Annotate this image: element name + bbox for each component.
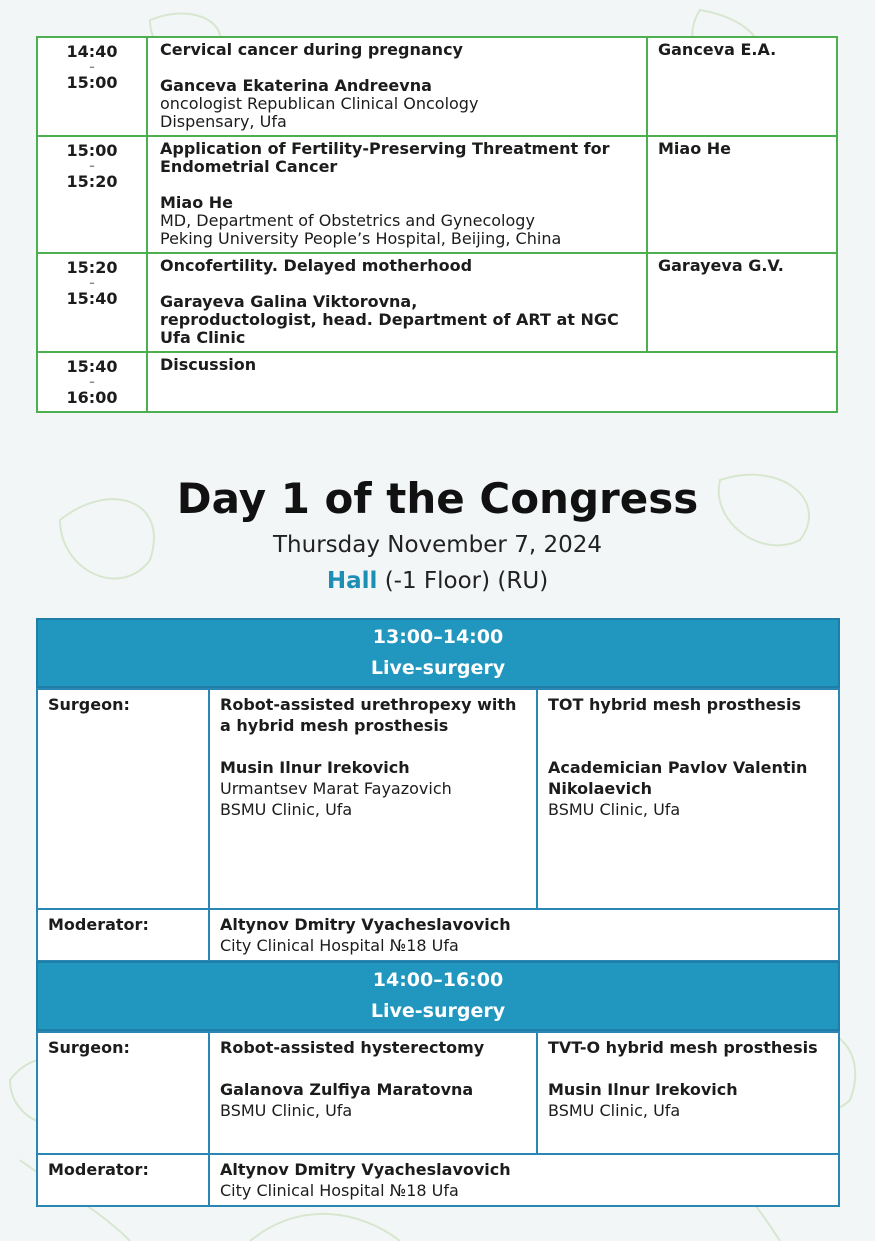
table-row	[37, 253, 837, 352]
hall-floor: (-1 Floor) (RU)	[384, 568, 549, 594]
end-time: 15:20	[66, 172, 118, 191]
hall-label: Hall	[326, 568, 378, 594]
time-cell	[37, 37, 147, 136]
surgeon-label: Surgeon:	[48, 1038, 130, 1057]
speaker-affiliation: MD, Department of Obstetrics and Gynecology	[160, 211, 535, 230]
session-header	[36, 961, 840, 1031]
speaker-affiliation: Dispensary, Ufa	[160, 112, 287, 131]
speaker-short: Miao He	[658, 139, 732, 158]
surgeon-affiliation: BSMU Clinic, Ufa	[220, 1101, 353, 1120]
session-table	[36, 1031, 840, 1207]
end-time: 15:00	[66, 73, 118, 92]
procedure-cell	[537, 689, 839, 909]
talk-title: Oncofertility. Delayed motherhood	[160, 256, 473, 275]
topic-cell	[147, 136, 647, 253]
speaker-affiliation: oncologist Republican Clinical Oncology	[160, 94, 479, 113]
speaker-short: Ganceva E.A.	[658, 40, 777, 59]
role-cell	[37, 689, 209, 909]
moderator-name: Altynov Dmitry Vyacheslavovich	[220, 915, 511, 934]
talk-title: Discussion	[160, 355, 257, 374]
time-cell	[37, 253, 147, 352]
moderator-label: Moderator:	[48, 1160, 149, 1179]
co-surgeon: Urmantsev Marat Fayazovich	[220, 779, 452, 798]
time-cell	[37, 136, 147, 253]
start-time: 15:00	[66, 141, 118, 160]
surgeon-name: Musin Ilnur Irekovich	[220, 758, 410, 777]
session-block	[36, 618, 840, 962]
surgeon-name: Galanova Zulfiya Maratovna	[220, 1080, 474, 1099]
table-row	[37, 136, 837, 253]
speaker-name: Garayeva Galina Viktorovna,	[160, 292, 418, 311]
session-block	[36, 961, 840, 1207]
speaker-short: Garayeva G.V.	[658, 256, 784, 275]
session-time: 13:00–14:00	[372, 626, 504, 648]
speaker-short-cell	[647, 136, 837, 253]
start-time: 15:40	[66, 357, 118, 376]
table-row	[37, 1032, 839, 1154]
procedure-title: Robot-assisted hysterectomy	[220, 1038, 485, 1057]
time-cell	[37, 352, 147, 412]
procedure-cell	[209, 1032, 537, 1154]
table-row	[37, 909, 839, 961]
procedure-title: a hybrid mesh prosthesis	[220, 716, 449, 735]
start-time: 14:40	[66, 42, 118, 61]
role-cell	[37, 909, 209, 961]
speaker-affiliation: Ufa Clinic	[160, 328, 246, 347]
role-cell	[37, 1032, 209, 1154]
surgeon-name: Academician Pavlov Valentin	[548, 758, 808, 777]
time-separator: –	[89, 159, 95, 172]
speaker-affiliation: Peking University People’s Hospital, Beijing, China	[160, 229, 562, 248]
time-separator: –	[89, 276, 95, 289]
moderator-label: Moderator:	[48, 915, 149, 934]
procedure-title: Robot-assisted urethropexy with	[220, 695, 517, 714]
procedure-title: TOT hybrid mesh prosthesis	[548, 695, 801, 714]
session-header	[36, 618, 840, 688]
table-row	[37, 37, 837, 136]
start-time: 15:20	[66, 258, 118, 277]
speaker-name: Miao He	[160, 193, 234, 212]
table-row	[37, 1154, 839, 1206]
topic-cell	[147, 253, 647, 352]
speaker-name: Ganceva Ekaterina Andreevna	[160, 76, 432, 95]
procedure-cell	[537, 1032, 839, 1154]
procedure-cell	[209, 689, 537, 909]
moderator-cell	[209, 1154, 839, 1206]
moderator-affiliation: City Clinical Hospital №18 Ufa	[220, 936, 459, 955]
congress-date: Thursday November 7, 2024	[272, 532, 602, 558]
topic-cell	[147, 352, 837, 412]
role-cell	[37, 1154, 209, 1206]
schedule-table	[36, 36, 838, 413]
end-time: 15:40	[66, 289, 118, 308]
surgeon-affiliation: BSMU Clinic, Ufa	[548, 1101, 681, 1120]
surgeon-affiliation: BSMU Clinic, Ufa	[548, 800, 681, 819]
speaker-short-cell	[647, 37, 837, 136]
talk-title: Endometrial Cancer	[160, 157, 338, 176]
end-time: 16:00	[66, 388, 118, 407]
talk-title: Cervical cancer during pregnancy	[160, 40, 463, 59]
moderator-cell	[209, 909, 839, 961]
time-separator: –	[89, 60, 95, 73]
hall-info	[0, 566, 875, 596]
surgeon-name: Musin Ilnur Irekovich	[548, 1080, 738, 1099]
session-time: 14:00–16:00	[372, 969, 504, 991]
page-title: Day 1 of the Congress	[176, 474, 699, 523]
talk-title: Application of Fertility-Preserving Threatment for	[160, 139, 610, 158]
surgeon-name: Nikolaevich	[548, 779, 652, 798]
moderator-name: Altynov Dmitry Vyacheslavovich	[220, 1160, 511, 1179]
session-type: Live-surgery	[370, 657, 506, 679]
procedure-title: TVT-O hybrid mesh prosthesis	[548, 1038, 818, 1057]
surgeon-affiliation: BSMU Clinic, Ufa	[220, 800, 353, 819]
speaker-affiliation: reproductologist, head. Department of ART at NGC	[160, 310, 619, 329]
session-type: Live-surgery	[370, 1000, 506, 1022]
speaker-short-cell	[647, 253, 837, 352]
table-row	[37, 352, 837, 412]
topic-cell	[147, 37, 647, 136]
session-table	[36, 688, 840, 962]
surgeon-label: Surgeon:	[48, 695, 130, 714]
table-row	[37, 689, 839, 909]
moderator-affiliation: City Clinical Hospital №18 Ufa	[220, 1181, 459, 1200]
time-separator: –	[89, 375, 95, 388]
